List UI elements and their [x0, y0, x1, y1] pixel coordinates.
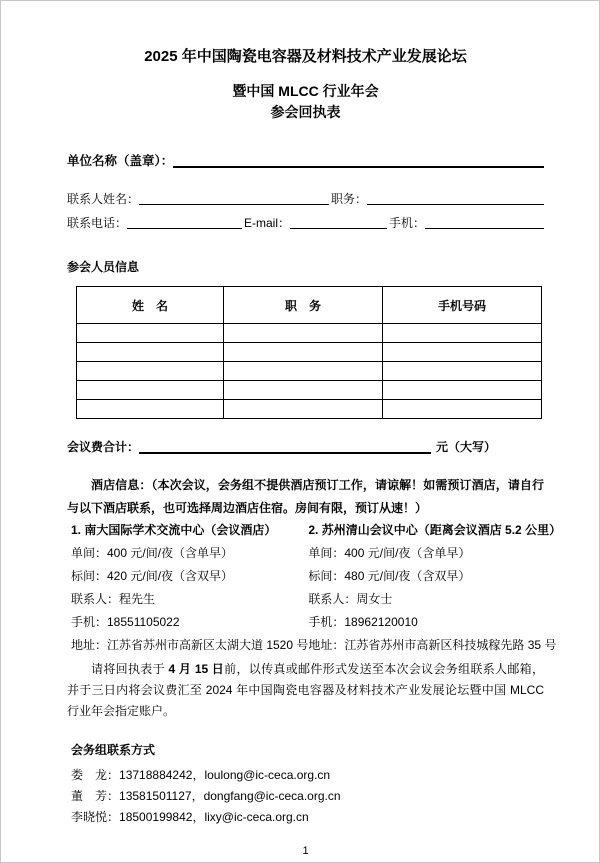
attendee-row — [77, 381, 542, 400]
hotel-card-1 — [71, 519, 308, 657]
doc-title-line3: 参会回执表 — [270, 104, 341, 120]
hotel-single-room: 单间：400 元/间/夜（含单早） — [308, 546, 471, 560]
attendee-name-cell — [77, 362, 224, 381]
contact-colon: ： — [107, 789, 120, 803]
contact-person-name: 董 芳 — [71, 789, 108, 803]
hotel-address: 地址：江苏省苏州市高新区科技城稼先路 35 号 — [308, 638, 557, 652]
fee-total-row — [67, 438, 544, 456]
mobile-blank — [425, 227, 544, 229]
attendee-name-cell — [77, 324, 224, 343]
contact-name-blank — [139, 203, 329, 205]
attendee-name-cell — [77, 343, 224, 362]
contact-email: lixy@ic-ceca.org.cn — [204, 810, 309, 824]
fee-unit-label: 元（大写） — [435, 440, 496, 454]
attendee-duty-cell — [224, 400, 383, 419]
attendees-table — [76, 286, 542, 419]
contact-phone: 13581501127 — [119, 789, 192, 803]
email-label: E-mail： — [244, 216, 291, 230]
col-mobile-header: 手机号码 — [383, 287, 542, 324]
page-number: 1 — [302, 845, 309, 857]
contact-name-label: 联系人姓名： — [67, 192, 140, 206]
contact-person-row — [67, 191, 544, 208]
document-content — [1, 1, 599, 858]
hotel-name: 1. 南大国际学术交流中心（会议酒店） — [71, 523, 277, 537]
committee-heading: 会务组联系方式 — [71, 743, 156, 757]
contact-separator: ， — [192, 810, 205, 824]
hotel-contact: 联系人：周女士 — [308, 592, 393, 606]
attendee-mobile-cell — [383, 400, 542, 419]
attendee-duty-cell — [224, 362, 383, 381]
doc-title-line2: 暨中国 MLCC 行业年会 — [232, 83, 379, 99]
committee-contact-row — [71, 765, 544, 786]
phone-blank — [127, 227, 242, 229]
instructions-part1: 请将回执表于 — [91, 662, 169, 676]
instructions-paragraph — [67, 659, 544, 722]
contact-colon: ： — [107, 810, 120, 824]
hotel-standard-room: 标间：420 元/间/夜（含双早） — [71, 569, 234, 583]
attendee-row — [77, 343, 542, 362]
attendee-mobile-cell — [383, 362, 542, 381]
attendee-name-cell — [77, 400, 224, 419]
hotel-name: 2. 苏州清山会议中心（距离会议酒店 5.2 公里） — [308, 523, 562, 537]
attendees-heading: 参会人员信息 — [67, 260, 140, 274]
org-name-blank — [173, 165, 544, 168]
attendee-duty-cell — [224, 343, 383, 362]
attendee-mobile-cell — [383, 381, 542, 400]
contact-email: dongfang@ic-ceca.org.cn — [203, 789, 341, 803]
doc-title-line1: 2025 年中国陶瓷电容器及材料技术产业发展论坛 — [144, 48, 467, 65]
hotel-contact: 联系人：程先生 — [71, 592, 156, 606]
duty-label: 职务： — [331, 192, 368, 206]
contact-separator: ， — [191, 789, 204, 803]
attendee-duty-cell — [224, 324, 383, 343]
hotel-mobile: 手机：18551105022 — [71, 615, 180, 629]
phone-label: 联系电话： — [67, 216, 128, 230]
mobile-label: 手机： — [389, 216, 426, 230]
email-blank — [290, 227, 387, 229]
hotel-info-intro: 酒店信息：（本次会议，会务组不提供酒店预订工作，请谅解！如需预订酒店，请自行与以下酒店联系，也可选择周边酒店住宿。房间有限，预订从速！） — [67, 478, 544, 515]
contact-phone-row — [67, 215, 544, 232]
hotel-single-room: 单间：400 元/间/夜（含单早） — [71, 546, 234, 560]
attendee-mobile-cell — [383, 324, 542, 343]
attendee-mobile-cell — [383, 343, 542, 362]
col-duty-header: 职 务 — [224, 287, 383, 324]
col-name-header: 姓 名 — [77, 287, 224, 324]
hotel-address: 地址：江苏省苏州市高新区太湖大道 1520 号 — [71, 638, 309, 652]
hotel-mobile: 手机：18962120010 — [308, 615, 418, 629]
contact-person-name: 李晓悦 — [71, 810, 108, 824]
fee-blank — [139, 451, 431, 454]
contact-phone: 13718884242 — [119, 768, 193, 782]
contact-person-name: 娄 龙 — [71, 768, 108, 782]
contact-colon: ： — [107, 768, 120, 782]
attendee-row — [77, 362, 542, 381]
attendee-duty-cell — [224, 381, 383, 400]
contact-separator: ， — [192, 768, 205, 782]
duty-blank — [367, 203, 544, 205]
org-name-label: 单位名称（盖章）： — [67, 154, 174, 168]
committee-contact-row — [71, 786, 544, 807]
attendees-header-row — [77, 287, 542, 324]
hotel-card-2 — [308, 519, 562, 657]
instructions-part2: 前，以传真或邮件形式发送至本次会议会务组联系人邮箱，并于三日内将会议费汇至 2024 年中国陶瓷电容器及材料技术产业发展论坛暨中国 MLCC 行业年会指定账户。 — [67, 662, 544, 718]
org-name-row — [67, 152, 544, 170]
attendee-name-cell — [77, 381, 224, 400]
attendee-row — [77, 400, 542, 419]
instructions-deadline: 4 月 15 日 — [168, 662, 225, 676]
committee-contact-list — [67, 765, 544, 828]
hotel-columns — [67, 519, 562, 657]
hotel-standard-room: 标间：480 元/间/夜（含双早） — [308, 569, 471, 583]
contact-phone: 18500199842 — [119, 810, 193, 824]
committee-contact-row — [71, 807, 544, 828]
contact-email: loulong@ic-ceca.org.cn — [204, 768, 331, 782]
fee-label: 会议费合计： — [67, 440, 140, 454]
attendee-row — [77, 324, 542, 343]
